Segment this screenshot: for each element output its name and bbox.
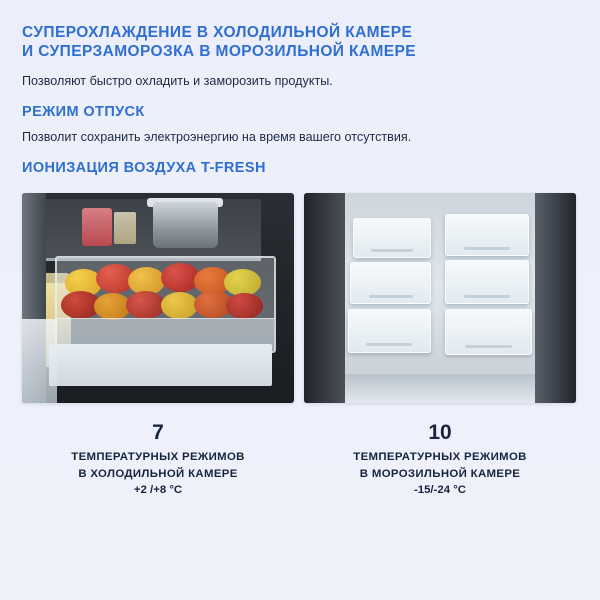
freezer-drawer	[445, 214, 529, 256]
vegetable-drawer	[55, 256, 277, 352]
paragraph-vacation: Позволит сохранить электроэнергию на время вашего отсутствия.	[22, 129, 412, 144]
red-jar	[82, 208, 112, 246]
caption-fridge	[22, 421, 294, 496]
steel-pot	[153, 202, 218, 248]
freezer-right-door	[535, 193, 576, 403]
fridge-interior-photo	[22, 193, 294, 403]
paragraph-supercool: Позволяют быстро охладить и заморозить продукты.	[22, 73, 333, 88]
freezer-drawer	[350, 262, 431, 304]
caption-line-1: ТЕМПЕРАТУРНЫХ РЕЖИМОВ	[71, 451, 245, 464]
fruit-item	[224, 269, 261, 296]
caption-line-2: В МОРОЗИЛЬНОЙ КАМЕРЕ	[359, 467, 521, 480]
caption-line-2: В ХОЛОДИЛЬНОЙ КАМЕРЕ	[78, 467, 238, 480]
title-line-1: СУПЕРОХЛАЖДЕНИЕ В ХОЛОДИЛЬНОЙ КАМЕРЕ	[22, 24, 413, 41]
title-line-2: И СУПЕРЗАМОРОЗКА В МОРОЗИЛЬНОЙ КАМЕРЕ	[22, 42, 417, 60]
beige-jar	[114, 212, 136, 244]
caption-row	[22, 421, 578, 496]
freezer-left-door	[304, 193, 345, 403]
fruit-item	[226, 293, 263, 319]
fridge-top-shelf	[38, 199, 261, 261]
freezer-drawer	[348, 309, 432, 353]
fruit-item	[161, 292, 198, 319]
freezer-interior-photo	[304, 193, 576, 403]
caption-number: 10	[428, 421, 452, 445]
caption-freezer	[304, 421, 576, 496]
fruit-item	[94, 293, 131, 320]
section-title-supercool	[22, 24, 578, 62]
section-title-ionization: ИОНИЗАЦИЯ ВОЗДУХА T-FRESH	[22, 159, 266, 176]
freezer-drawer	[445, 309, 531, 355]
freezer-drawer	[353, 218, 431, 258]
caption-temperature-range: -15/-24 °C	[413, 484, 467, 497]
caption-number: 7	[152, 421, 164, 445]
caption-temperature-range: +2 /+8 °C	[133, 484, 183, 497]
freezer-floor	[342, 374, 538, 403]
fruit-item	[126, 291, 165, 319]
freezer-drawer	[445, 260, 529, 304]
caption-line-1: ТЕМПЕРАТУРНЫХ РЕЖИМОВ	[353, 451, 527, 464]
door-shelf-edge	[22, 319, 57, 403]
section-title-vacation: РЕЖИМ ОТПУСК	[22, 103, 145, 120]
image-row	[22, 193, 578, 403]
lower-drawer	[49, 344, 272, 386]
